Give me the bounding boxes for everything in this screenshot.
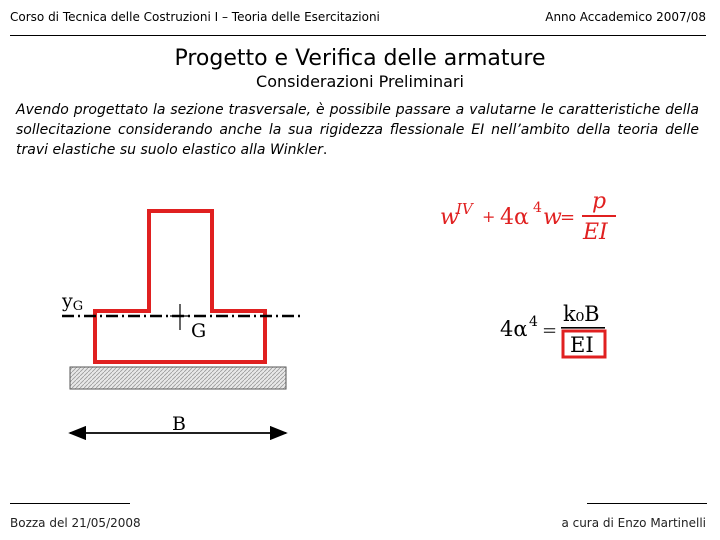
body-text-part1: Avendo progettato la sezione trasversale, è possibile passare a valutarne le caratteristiche della sollecitazione considerando anche la sua rigidezza flessionale EI nell’ambito della teoria delle [16, 102, 699, 138]
eq-w: w [440, 205, 459, 230]
eq-four-alpha: 4α [500, 205, 529, 230]
eq2-exp4: 4 [529, 314, 538, 330]
eq2-fraction-bar [561, 327, 605, 329]
course-title: Corso di Tecnica delle Costruzioni I – Teoria delle Esercitazioni [10, 10, 380, 24]
eq-denominator: EI [583, 220, 608, 245]
eq-fraction-bar [582, 215, 616, 217]
academic-year: Anno Accademico 2007/08 [545, 10, 706, 24]
yg-label: yG [62, 290, 84, 314]
width-label: B [172, 413, 186, 435]
author-credit: a cura di Enzo Martinelli [561, 516, 706, 530]
draft-date: Bozza del 21/05/2008 [10, 516, 141, 530]
body-text-winkler: travi elastiche su suolo elastico alla Winkler [16, 142, 323, 158]
page-title: Progetto e Verifica delle armature [174, 46, 546, 71]
winkler-equation [430, 188, 630, 248]
centroid-label: G [191, 320, 207, 342]
eq2-denominator: EI [570, 333, 594, 357]
eq2-four-alpha: 4α [500, 317, 528, 341]
alpha-equation [495, 298, 625, 362]
eq-equals: = [560, 207, 576, 228]
body-text-period: . [322, 142, 328, 158]
eq2-numerator: k₀B [563, 302, 600, 326]
eq-iv: IV [456, 200, 473, 218]
beam-section [95, 211, 265, 362]
page-subtitle: Considerazioni Preliminari [256, 72, 464, 91]
footer-rule-right [587, 503, 707, 504]
eq-w2: w [543, 205, 562, 230]
eq-exp4: 4 [533, 200, 542, 216]
footer-rule-left [10, 503, 130, 504]
eq-plus: + [482, 207, 496, 226]
eq-numerator: p [592, 189, 607, 214]
soil-block [70, 367, 286, 389]
eq2-equals: = [542, 320, 558, 341]
